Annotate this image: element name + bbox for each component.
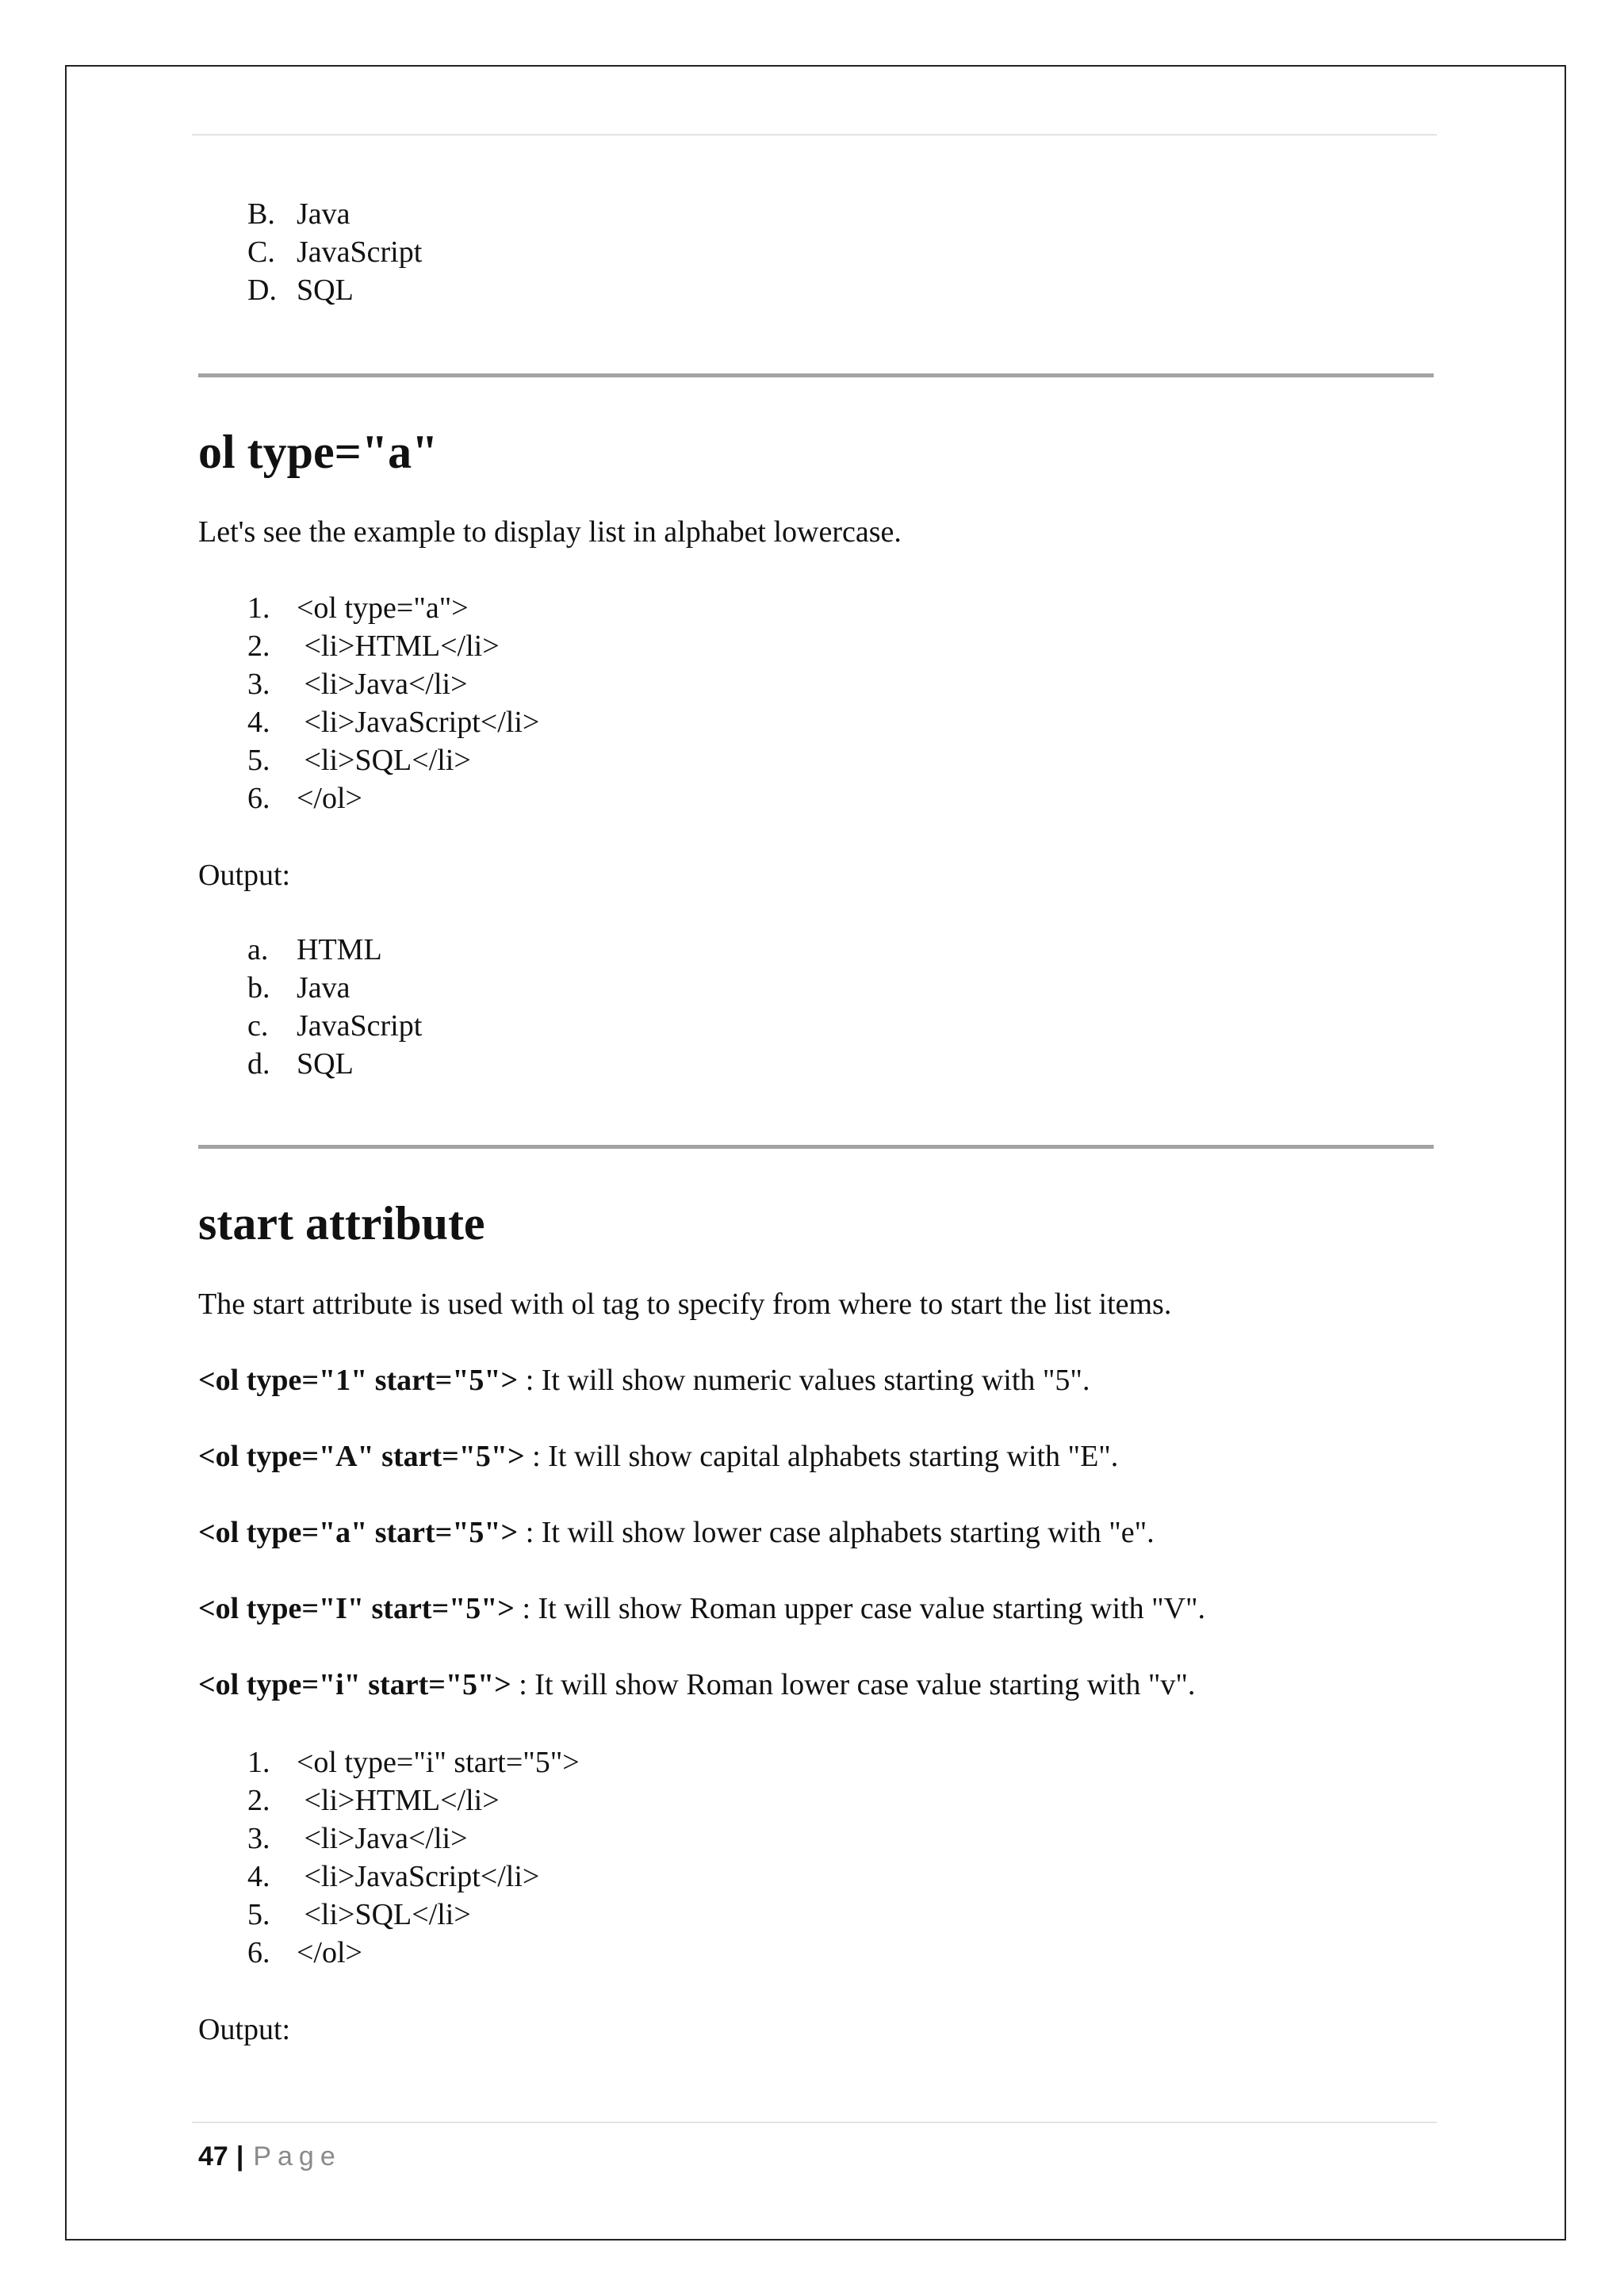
section-intro: The start attribute is used with ol tag to specify from where to start the list items. [198,1288,1172,1321]
rule-desc: : It will show Roman upper case value starting with "V". [514,1592,1206,1625]
line-number: 4. [247,1860,270,1893]
line-number: 3. [247,1822,270,1855]
list-text: SQL [297,1047,354,1081]
start-rule [198,1594,1205,1624]
rule-desc: : It will show numeric values starting with "5". [518,1364,1090,1397]
rule-code: <ol type="I" start="5"> [198,1592,515,1625]
page-word: Page [253,2141,342,2172]
rule-code: <ol type="i" start="5"> [198,1668,511,1701]
code-text: </ol> [297,782,362,815]
code-text: <li>SQL</li> [297,1898,471,1931]
code-text: <li>HTML</li> [297,629,500,663]
list-text: JavaScript [297,235,423,269]
code-text: <li>Java</li> [297,668,468,701]
footer-separator: | [236,2141,244,2172]
section-divider [198,373,1434,377]
code-text: </ol> [297,1936,362,1969]
code-text: <li>JavaScript</li> [297,1860,540,1893]
list-marker: D. [247,274,277,307]
list-text: Java [297,971,350,1004]
section-heading-ol-type-a: ol type="a" [198,426,439,478]
header-rule [192,134,1437,136]
list-marker: B. [247,197,275,231]
code-text: <li>SQL</li> [297,744,471,777]
line-number: 6. [247,782,270,815]
rule-code: <ol type="a" start="5"> [198,1516,519,1549]
section-divider [198,1145,1434,1149]
page-border [65,65,1566,2241]
line-number: 2. [247,1784,270,1817]
line-number: 3. [247,668,270,701]
rule-desc: : It will show capital alphabets starting with "E". [524,1440,1119,1473]
rule-desc: : It will show Roman lower case value starting with "v". [511,1668,1196,1701]
output-label: Output: [198,2013,291,2046]
page-number: 47 [198,2141,228,2172]
start-rule [198,1365,1090,1395]
rule-code: <ol type="A" start="5"> [198,1440,525,1473]
start-rule [198,1670,1195,1700]
rule-code: <ol type="1" start="5"> [198,1364,519,1397]
line-number: 1. [247,1746,270,1779]
list-text: HTML [297,933,382,966]
line-number: 5. [247,744,270,777]
start-rule [198,1517,1155,1548]
code-text: <ol type="a"> [297,591,469,625]
list-text: JavaScript [297,1009,423,1043]
section-intro: Let's see the example to display list in alphabet lowercase. [198,515,902,549]
output-label: Output: [198,859,291,892]
line-number: 1. [247,591,270,625]
list-marker: a. [247,933,269,966]
rule-desc: : It will show lower case alphabets starting with "e". [518,1516,1155,1549]
line-number: 2. [247,629,270,663]
footer-rule [192,2122,1437,2123]
code-text: <li>Java</li> [297,1822,468,1855]
list-marker: c. [247,1009,269,1043]
start-rule [198,1441,1118,1471]
list-marker: C. [247,235,275,269]
list-text: SQL [297,274,354,307]
line-number: 6. [247,1936,270,1969]
list-text: Java [297,197,350,231]
code-text: <ol type="i" start="5"> [297,1746,580,1779]
code-text: <li>JavaScript</li> [297,706,540,739]
list-marker: b. [247,971,270,1004]
line-number: 5. [247,1898,270,1931]
page-footer [198,2141,342,2172]
section-heading-start-attribute: start attribute [198,1197,485,1249]
code-text: <li>HTML</li> [297,1784,500,1817]
line-number: 4. [247,706,270,739]
list-marker: d. [247,1047,270,1081]
